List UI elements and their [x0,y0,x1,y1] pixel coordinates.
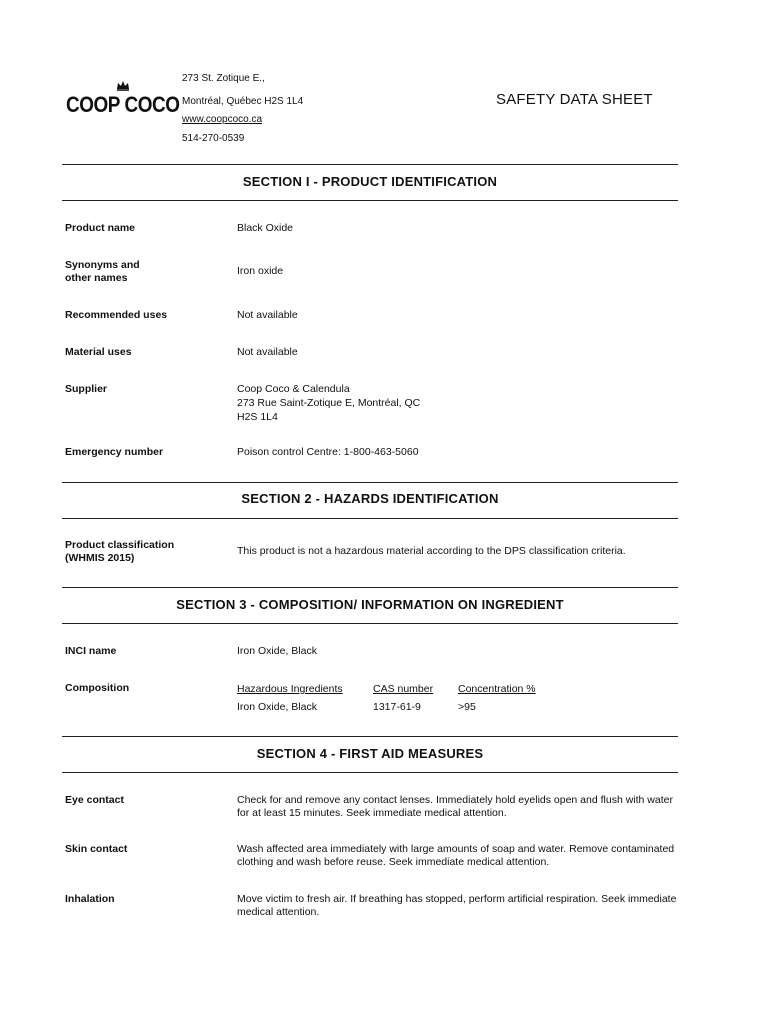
divider [62,772,678,773]
website-link[interactable]: www.coopcoco.ca [182,114,263,125]
product-name-label: Product name [65,222,136,234]
synonyms-value: Iron oxide [237,265,284,277]
address-line-2: Montréal, Québec H2S 1L4 [182,96,304,107]
emergency-number-value: Poison control Centre: 1-800-463-5060 [237,446,419,458]
eye-contact-label: Eye contact [65,794,124,806]
divider [62,482,678,483]
document-title: SAFETY DATA SHEET [496,91,653,108]
emergency-number-label: Emergency number [65,446,164,458]
divider [62,518,678,519]
table-header-cas: CAS number [373,683,434,695]
crown-icon [116,80,130,91]
composition-label: Composition [65,682,130,694]
inhalation-label: Inhalation [65,893,115,905]
logo-text: COOP COCO [66,92,180,117]
section-4-title: SECTION 4 - FIRST AID MEASURES [256,746,484,761]
table-cell-cas: 1317-61-9 [373,701,421,713]
table-cell-concentration: >95 [458,701,476,713]
classification-label-line2: (WHMIS 2015) [65,552,135,564]
website-link-wrap [182,114,262,126]
skin-contact-label: Skin contact [65,843,128,855]
material-uses-value: Not available [237,346,298,358]
supplier-value-line3: H2S 1L4 [237,411,278,423]
skin-contact-value: Wash affected area immediately with large amounts of soap and water. Remove contaminated clothing and wash before reuse. Seek immediate medical attention. [237,843,675,868]
divider [62,164,678,165]
section-1-title: SECTION I - PRODUCT IDENTIFICATION [242,174,498,189]
table-header-ingredients: Hazardous Ingredients [237,683,343,695]
recommended-uses-label: Recommended uses [65,309,168,321]
table-header-concentration: Concentration % [458,683,536,695]
material-uses-label: Material uses [65,346,132,358]
recommended-uses-value: Not available [237,309,298,321]
classification-value: This product is not a hazardous material according to the DPS classification criteria. [237,545,626,557]
supplier-value-line1: Coop Coco & Calendula [237,383,350,395]
phone-number: 514-270-0539 [182,133,245,144]
company-logo [66,78,180,126]
divider [62,200,678,201]
classification-label-line1: Product classification [65,539,175,551]
divider [62,623,678,624]
eye-contact-value: Check for and remove any contact lenses. Immediately hold eyelids open and flush with water for at least 15 minutes. Seek immediate medical attention. [237,794,673,819]
divider [62,736,678,737]
section-3-title: SECTION 3 - COMPOSITION/ INFORMATION ON INGREDIENT [176,597,564,612]
section-2-title: SECTION 2 - HAZARDS IDENTIFICATION [241,491,499,506]
synonyms-label-line2: other names [65,272,128,284]
product-name-value: Black Oxide [237,222,294,234]
divider [62,587,678,588]
synonyms-label-line1: Synonyms and [65,259,140,271]
inhalation-value: Move victim to fresh air. If breathing has stopped, perform artificial respiration. Seek immediate medical attention. [237,893,677,918]
inci-name-label: INCI name [65,645,117,657]
table-cell-ingredient: Iron Oxide, Black [237,701,317,713]
supplier-value-line2: 273 Rue Saint-Zotique E, Montréal, QC [237,397,421,409]
supplier-label: Supplier [65,383,108,395]
address-line-1: 273 St. Zotique E., [182,73,265,84]
inci-name-value: Iron Oxide, Black [237,645,317,657]
